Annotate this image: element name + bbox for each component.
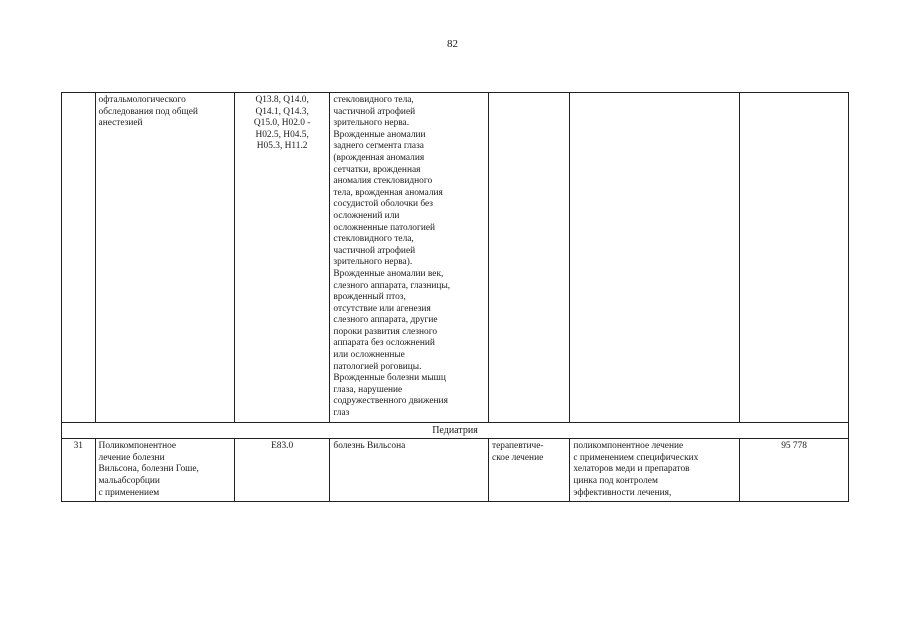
cell-method <box>570 93 740 423</box>
diagnosis-line: зрительного нерва. <box>333 118 410 129</box>
diagnosis-line: слезного аппарата, другие <box>333 315 438 326</box>
name-line: обследования под общей <box>98 106 198 117</box>
diagnosis-line: Врожденные аномалии <box>333 129 426 140</box>
diagnosis-line: заднего сегмента глаза <box>333 141 424 152</box>
name-line: лечение болезни <box>98 452 165 463</box>
diagnosis-line: патологией роговицы. <box>333 361 422 372</box>
diagnosis-line: Врожденные аномалии век, <box>333 268 444 279</box>
diagnosis-line: аппарата без осложнений <box>333 338 435 349</box>
diagnosis-line: тела, врожденная аномалия <box>333 187 443 198</box>
name-line: анестезией <box>98 118 143 129</box>
diagnosis-line: содружественного движения <box>333 396 448 407</box>
cell-num: 31 <box>62 439 96 502</box>
section-title: Педиатрия <box>62 422 849 439</box>
diagnosis-line: частичной атрофией <box>333 106 416 117</box>
cell-treatment-type <box>489 439 570 502</box>
name-line: Поликомпонентное <box>98 441 177 452</box>
diagnosis-line: глаза, нарушение <box>333 384 403 395</box>
name-line: Вильсона, болезни Гоше, <box>98 464 199 475</box>
name-line: мальабсорбции <box>98 476 160 486</box>
diagnosis-line: глаз <box>333 408 350 419</box>
diagnosis-line: аномалия стекловидного <box>333 176 433 187</box>
diagnosis-line: сосудистой оболочки без <box>333 199 434 210</box>
code-line: E83.0 <box>271 441 294 452</box>
diagnosis-line: зрительного нерва). <box>333 257 413 268</box>
diagnosis-line: Врожденные болезни мышц <box>333 373 446 384</box>
table-row-31 <box>62 439 849 502</box>
page-number: 82 <box>447 38 458 50</box>
diagnosis-line: стекловидного тела, <box>333 234 414 245</box>
code-line: H05.3, H11.2 <box>256 141 308 152</box>
diagnosis-line: стекловидного тела, <box>333 95 414 105</box>
method-line: цинка под контролем <box>573 476 658 486</box>
medical-services-table <box>61 92 849 502</box>
method-line: эффективности лечения, <box>573 487 672 498</box>
diagnosis-line: или осложненные <box>333 350 405 361</box>
code-line: Q14.1, Q14.3, <box>255 106 309 117</box>
table-row-continued <box>62 93 849 423</box>
diagnosis-line: осложненные патологией <box>333 222 436 233</box>
method-line: поликомпонентное лечение <box>573 441 684 452</box>
name-line: офтальмологического <box>98 95 186 105</box>
diagnosis-line: болезнь Вильсона <box>333 441 406 452</box>
cell-diagnosis <box>330 439 489 502</box>
code-line: H02.5, H04.5, <box>255 129 309 140</box>
diagnosis-line: слезного аппарата, глазницы, <box>333 280 451 291</box>
method-line: хелаторов меди и препаратов <box>573 464 690 475</box>
section-row <box>62 422 849 439</box>
name-line: с применением <box>98 487 160 498</box>
cell-treatment-type <box>489 93 570 423</box>
cell-diagnosis <box>330 93 489 423</box>
code-line: Q15.0, H02.0 - <box>253 118 311 129</box>
treatment-line: ское лечение <box>492 452 544 463</box>
cell-name <box>95 439 234 502</box>
cell-price <box>740 93 849 423</box>
method-line: с применением специфических <box>573 452 699 463</box>
cell-name <box>95 93 234 423</box>
cell-price: 95 778 <box>740 439 849 502</box>
diagnosis-line: (врожденная аномалия <box>333 152 425 163</box>
diagnosis-line: пороки развития слезного <box>333 326 438 337</box>
diagnosis-line: отсутствие или агенезия <box>333 303 431 314</box>
diagnosis-line: частичной атрофией <box>333 245 416 256</box>
diagnosis-line: сетчатки, врожденная <box>333 164 421 175</box>
code-line: Q13.8, Q14.0, <box>255 95 309 105</box>
cell-codes <box>234 439 330 502</box>
cell-num <box>62 93 96 423</box>
cell-method <box>570 439 740 502</box>
treatment-line: терапевтиче- <box>492 441 544 452</box>
cell-codes <box>234 93 330 423</box>
diagnosis-line: врожденный птоз, <box>333 292 406 303</box>
diagnosis-line: осложнений или <box>333 210 400 221</box>
